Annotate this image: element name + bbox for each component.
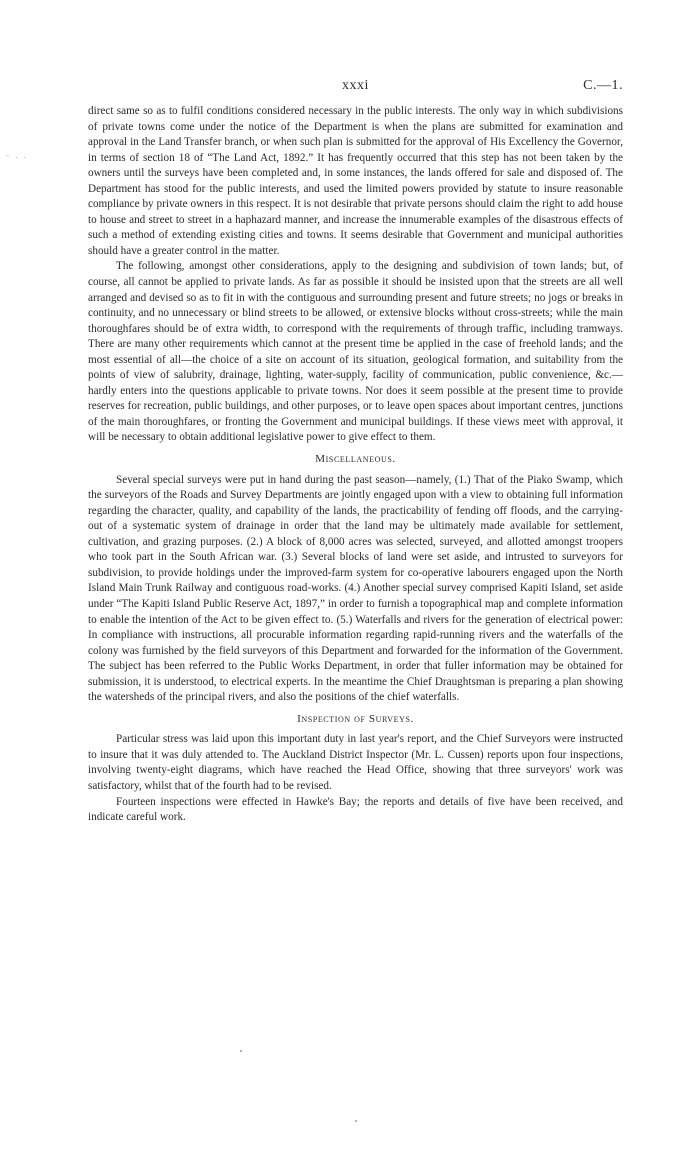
- page-header: [88, 78, 623, 98]
- page-number: xxxi: [342, 78, 369, 93]
- paragraph-special-surveys: Several special surveys were put in hand during the past season—namely, (1.) That of the Piako Swamp, which the surveyors of the Roads and Survey Departments are jointly engaged upon with a view to obtaining full information regarding the character, quality, and capability of the lands, the practicability of fending off floods, and the carrying-out of a systematic system of drainage in order that the land may be ultimately made available for settlement, cultivation, and grazing purposes. (2.) A block of 8,000 acres was selected, surveyed, and allotted amongst troopers who took part in the South African war. (3.) Several blocks of land were set aside, and intrusted to surveyors for subdivision, to provide holdings under the improved-farm system for co-operative labourers engaged upon the North Island Main Trunk Railway and contiguous road-works. (4.) Another special survey comprised Kapiti Island, set aside under “The Kapiti Island Public Reserve Act, 1897,” in order to furnish a topographical map and complete information to enable the intention of the Act to be given effect to. (5.) Waterfalls and rivers for the generation of electrical power: In compliance with instructions, all procurable information regarding rapid-running rivers and the waterfalls of the colony was furnished by the field surveyors of this Department and forwarded for the information of the Government. The subject has been referred to the Public Works Department, in order that fuller information may be obtained for submission, it is understood, to electrical experts. In the meantime the Chief Draughtsman is preparing a plan showing the watersheds of the principal rivers, and also the positions of the chief waterfalls.: [88, 473, 623, 704]
- document-reference: C.—1.: [583, 78, 623, 93]
- scan-speck: [355, 1120, 357, 1122]
- paragraph-hawkes-bay-inspections: Fourteen inspections were effected in Hawke's Bay; the reports and details of five have been received, and indicate careful work.: [88, 795, 623, 824]
- margin-mark: - . .: [6, 150, 28, 160]
- paragraph-auckland-inspections: Particular stress was laid upon this important duty in last year's report, and the Chief Surveyors were instructed to insure that it was duly attended to. The Auckland District Inspector (Mr. L. Cussen) reports upon four inspections, involving twenty-eight diagrams, which have reached the Head Office, showing that three surveyors' work was satisfactory, whilst that of the fourth had to be revised.: [88, 733, 623, 792]
- paragraph-subdivision-control: direct same so as to fulfil conditions considered necessary in the public interests. The only way in which subdivisions of private towns come under the notice of the Department is when the plans are submitted for examination and approval in the Land Transfer branch, or when such plan is submitted for the approval of His Excellency the Governor, in terms of section 18 of “The Land Act, 1892.” It has frequently occurred that this step has not been taken by the owners until the surveys have been completed and, in some instances, the lands offered for sale and disposed of. The Department has stood for the public interests, and used the limited powers provided by statute to insure reasonable compliance by private owners in this respect. It is not desirable that private persons should claim the right to add house to house and street to street in a haphazard manner, and increase the innumerable examples of the disastrous effects of such a method of extending existing cities and towns. It seems desirable that Government and municipal authorities should have a greater control in the matter.: [88, 105, 623, 257]
- paragraph-town-design: The following, amongst other considerations, apply to the designing and subdivision of town lands; but, of course, all cannot be applied to private lands. As far as possible it should be insisted upon that the streets are all well arranged and devised so as to fit in with the contiguous and surrounding present and future streets; no jogs or breaks in continuity, and no unnecessary or blind streets to be allowed, or extensive blocks without cross-streets; while the main thoroughfares should be of extra width, to correspond with the requirements of through traffic, including tramways. There are many other requirements which cannot at the present time be applied in the case of freehold lands; and the most essential of all—the choice of a site on account of its situation, geological formation, and suitability from the points of view of salubrity, drainage, lighting, water-supply, facility of communication, public convenience, &c.—hardly enters into the questions applicable to private towns. Nor does it seem possible at the present time to provide reserves for recreation, public buildings, and other purposes, or to leave open spaces about important centres, junctions of the main thoroughfares, or fronting the Government and municipal buildings. If these views meet with approval, it will be necessary to obtain additional legislative power to give effect to them.: [88, 260, 623, 444]
- scan-speck: [240, 1050, 242, 1052]
- heading-inspection-of-surveys: Inspection of Surveys.: [297, 712, 414, 725]
- page-body: [88, 104, 623, 826]
- heading-miscellaneous: Miscellaneous.: [315, 453, 396, 466]
